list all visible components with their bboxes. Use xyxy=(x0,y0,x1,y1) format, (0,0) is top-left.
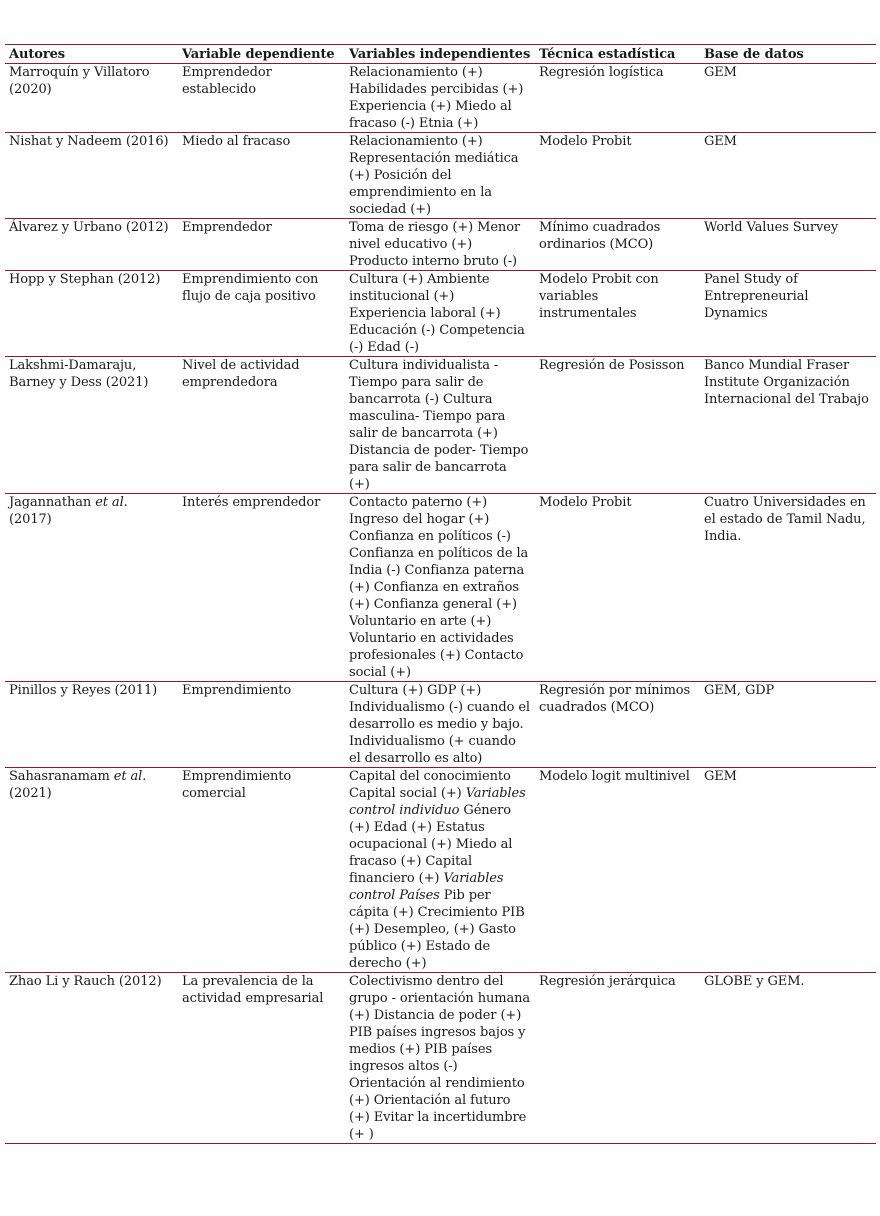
technique-text: Mínimo cuadrados ordinarios (MCO) xyxy=(539,220,661,252)
cell-independent-variables xyxy=(345,494,535,682)
database-text: GEM xyxy=(704,134,737,149)
header-statistical-technique: Técnica estadística xyxy=(535,45,700,64)
cell-statistical-technique xyxy=(535,64,700,133)
cell-statistical-technique xyxy=(535,682,700,768)
database-text: Banco Mundial Fraser Institute Organización Internacional del Trabajo xyxy=(704,358,869,407)
cell-authors xyxy=(5,973,178,1144)
cell-authors xyxy=(5,494,178,682)
author-year: (2017) xyxy=(9,512,52,527)
independent-variables-text: Relacionamiento (+) Representación mediática (+) Posición del emprendimiento en la sociedad (+) xyxy=(349,134,519,217)
author-names: Pinillos y Reyes (2011) xyxy=(9,683,158,698)
author-names: Hopp y Stephan (2012) xyxy=(9,272,161,287)
cell-database xyxy=(700,219,876,271)
cell-database xyxy=(700,357,876,494)
database-text: GEM xyxy=(704,65,737,80)
cell-dependent-variable xyxy=(178,494,345,682)
cell-dependent-variable xyxy=(178,768,345,973)
cell-dependent-variable xyxy=(178,64,345,133)
independent-variables-text: Cultura (+) GDP (+) Individualismo (-) cuando el desarrollo es medio y bajo. Individualismo (+ cuando el desarrollo es alto) xyxy=(349,683,530,766)
cell-independent-variables xyxy=(345,133,535,219)
dependent-variable-text: Emprendimiento xyxy=(182,683,292,698)
database-text: GEM xyxy=(704,769,737,784)
technique-text: Modelo Probit xyxy=(539,495,632,510)
independent-variables-text: Pib per cápita (+) Crecimiento PIB (+) Desempleo, (+) Gasto público (+) Estado de derecho (+) xyxy=(349,888,525,971)
cell-database xyxy=(700,682,876,768)
technique-text: Regresión por mínimos cuadrados (MCO) xyxy=(539,683,691,715)
independent-variables-text: Toma de riesgo (+) Menor nivel educativo (+) Producto interno bruto (-) xyxy=(349,220,521,269)
independent-variables-text: Contacto paterno (+) Ingreso del hogar (+) Confianza en políticos (-) Confianza en políticos de la India (-) Confianza paterna (+) Confianza en extraños (+) Confianza general (+) Voluntario en arte (+) Voluntario en actividades profesionales (+) Contacto social (+) xyxy=(349,495,529,680)
cell-authors xyxy=(5,768,178,973)
cell-statistical-technique xyxy=(535,357,700,494)
dependent-variable-text: Emprendimiento comercial xyxy=(182,769,292,801)
author-names: Nishat y Nadeem (2016) xyxy=(9,134,169,149)
cell-statistical-technique xyxy=(535,973,700,1144)
cell-dependent-variable xyxy=(178,357,345,494)
cell-independent-variables xyxy=(345,271,535,357)
cell-database xyxy=(700,768,876,973)
cell-dependent-variable xyxy=(178,219,345,271)
independent-variables-text: Género (+) Edad (+) Estatus ocupacional (+) Miedo al fracaso (+) Capital financiero (+) xyxy=(349,803,513,886)
cell-statistical-technique xyxy=(535,494,700,682)
technique-text: Regresión jerárquica xyxy=(539,974,676,989)
cell-authors xyxy=(5,357,178,494)
table-row xyxy=(5,219,876,271)
independent-variables-text: Cultura individualista - Tiempo para salir de bancarrota (-) Cultura masculina- Tiempo para salir de bancarrota (+) Distancia de poder- Tiempo para salir de bancarrota (+) xyxy=(349,358,529,492)
author-names: Marroquín y Villatoro (2020) xyxy=(9,65,150,97)
cell-dependent-variable xyxy=(178,271,345,357)
cell-dependent-variable xyxy=(178,133,345,219)
technique-text: Regresión de Posisson xyxy=(539,358,685,373)
author-names: Zhao Li y Rauch (2012) xyxy=(9,974,162,989)
dependent-variable-text: Nivel de actividad emprendedora xyxy=(182,358,300,390)
table-row xyxy=(5,357,876,494)
cell-statistical-technique xyxy=(535,271,700,357)
header-row xyxy=(5,45,876,64)
cell-statistical-technique xyxy=(535,768,700,973)
author-names: Sahasranamam xyxy=(9,769,114,784)
variables-group-heading: Variables control individuo xyxy=(349,786,526,818)
author-names: Lakshmi-Damaraju, Barney y Dess (2021) xyxy=(9,358,149,390)
independent-variables-text: Cultura (+) Ambiente institucional (+) Experiencia laboral (+) Educación (-) Competencia (-) Edad (-) xyxy=(349,272,525,355)
header-independent-variables: Variables independientes xyxy=(345,45,535,64)
cell-statistical-technique xyxy=(535,133,700,219)
database-text: GEM, GDP xyxy=(704,683,775,698)
table-row xyxy=(5,768,876,973)
literature-review-table xyxy=(5,44,876,1144)
cell-independent-variables xyxy=(345,682,535,768)
author-et-al: et al. xyxy=(113,769,147,784)
dependent-variable-text: Emprendedor establecido xyxy=(182,65,272,97)
dependent-variable-text: Emprendedor xyxy=(182,220,272,235)
database-text: Cuatro Universidades en el estado de Tamil Nadu, India. xyxy=(704,495,866,544)
cell-statistical-technique xyxy=(535,219,700,271)
author-year: (2021) xyxy=(9,786,52,801)
database-text: World Values Survey xyxy=(704,220,839,235)
cell-database xyxy=(700,973,876,1144)
dependent-variable-text: Interés emprendedor xyxy=(182,495,321,510)
header-dependent-variable: Variable dependiente xyxy=(178,45,345,64)
table-body xyxy=(5,64,876,1144)
cell-authors xyxy=(5,219,178,271)
independent-variables-text: Relacionamiento (+) Habilidades percibidas (+) Experiencia (+) Miedo al fracaso (-) Etnia (+) xyxy=(349,65,524,131)
header-authors: Autores xyxy=(5,45,178,64)
table-row xyxy=(5,271,876,357)
cell-independent-variables xyxy=(345,768,535,973)
cell-database xyxy=(700,64,876,133)
independent-variables-text: Capital del conocimiento Capital social (+) xyxy=(349,769,511,801)
author-names: Jagannathan xyxy=(9,495,96,510)
header-database: Base de datos xyxy=(700,45,876,64)
cell-dependent-variable xyxy=(178,682,345,768)
technique-text: Modelo logit multinivel xyxy=(539,769,690,784)
technique-text: Modelo Probit con variables instrumentales xyxy=(539,272,659,321)
cell-database xyxy=(700,494,876,682)
cell-authors xyxy=(5,682,178,768)
database-text: Panel Study of Entrepreneurial Dynamics xyxy=(704,272,809,321)
cell-independent-variables xyxy=(345,973,535,1144)
author-names: Álvarez y Urbano (2012) xyxy=(9,220,169,235)
technique-text: Modelo Probit xyxy=(539,134,632,149)
cell-independent-variables xyxy=(345,357,535,494)
table-row xyxy=(5,973,876,1144)
table-header xyxy=(5,45,876,64)
cell-dependent-variable xyxy=(178,973,345,1144)
table-row xyxy=(5,682,876,768)
variables-group-heading: Variables control Países xyxy=(349,871,504,903)
dependent-variable-text: Miedo al fracaso xyxy=(182,134,291,149)
table-row xyxy=(5,494,876,682)
independent-variables-text: Colectivismo dentro del grupo - orientación humana (+) Distancia de poder (+) PIB países ingresos bajos y medios (+) PIB países ingresos altos (-) Orientación al rendimiento (+) Orientación al futuro (+) Evitar la incertidumbre (+ ) xyxy=(349,974,531,1142)
cell-independent-variables xyxy=(345,219,535,271)
dependent-variable-text: La prevalencia de la actividad empresarial xyxy=(182,974,324,1006)
database-text: GLOBE y GEM. xyxy=(704,974,805,989)
cell-authors xyxy=(5,64,178,133)
table-row xyxy=(5,64,876,133)
dependent-variable-text: Emprendimiento con flujo de caja positivo xyxy=(182,272,319,304)
table-row xyxy=(5,133,876,219)
cell-database xyxy=(700,271,876,357)
cell-database xyxy=(700,133,876,219)
cell-authors xyxy=(5,271,178,357)
author-et-al: et al. xyxy=(95,495,128,510)
technique-text: Regresión logística xyxy=(539,65,664,80)
cell-authors xyxy=(5,133,178,219)
cell-independent-variables xyxy=(345,64,535,133)
